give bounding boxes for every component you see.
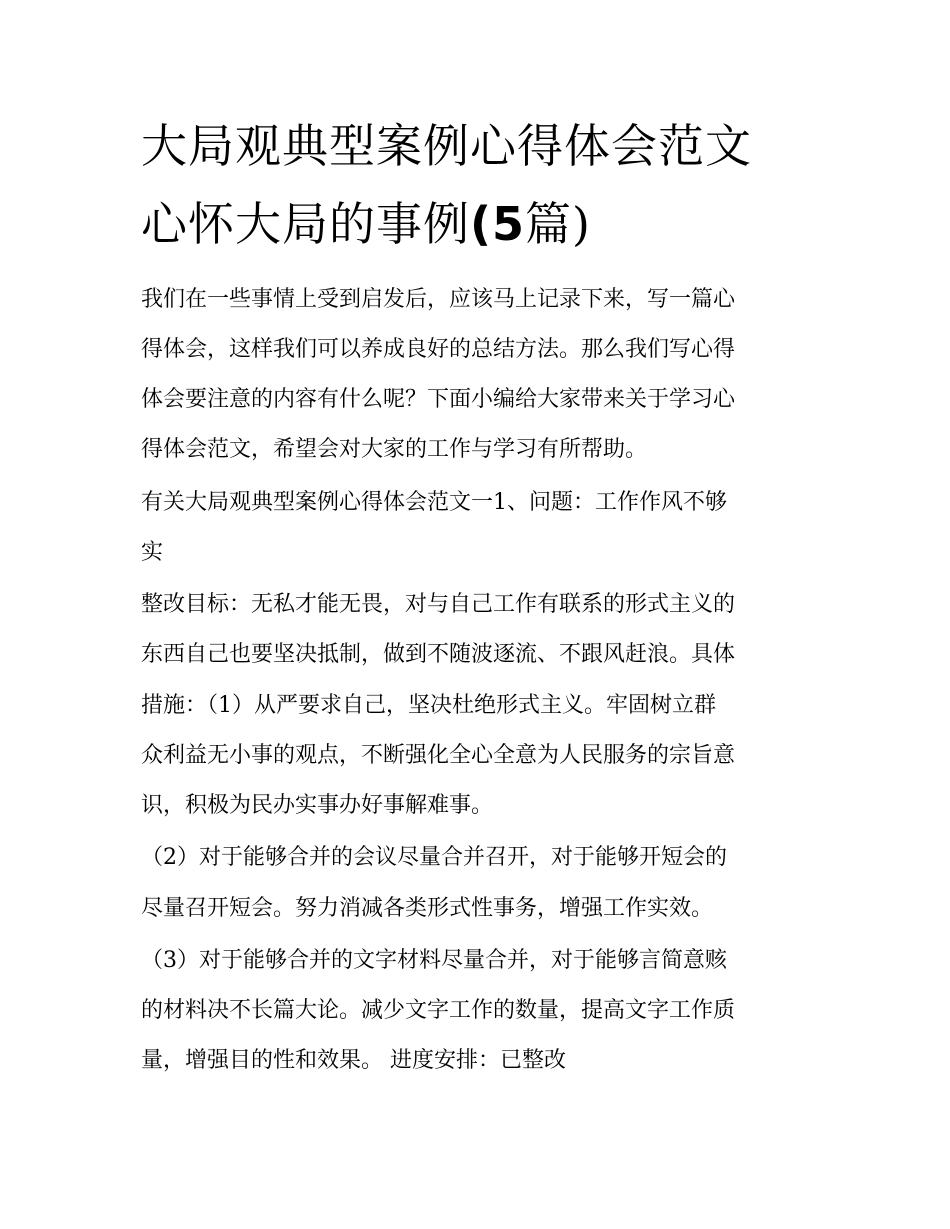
- text-line: 得体会范文，希望会对大家的工作与学习有所帮助。: [141, 437, 648, 462]
- title-suffix: 篇): [525, 197, 591, 251]
- title-text: 心怀大局的事例: [141, 197, 470, 251]
- title-count: (5: [470, 197, 526, 251]
- document-title-line-2: [141, 185, 841, 263]
- text-line: 识，积极为民办实事办好事解难事。: [141, 793, 494, 818]
- text-line: 有关大局观典型案例心得体会范文一1、问题：工作作风不够: [141, 490, 727, 515]
- text-line: 整改目标：无私才能无畏，对与自己工作有联系的形式主义的: [141, 592, 736, 617]
- text-line: 众利益无小事的观点，不断强化全心全意为人民服务的宗旨意: [141, 743, 736, 768]
- text-line: （2）对于能够合并的会议尽量合并召开，对于能够开短会的: [141, 845, 727, 870]
- document-title-line-1: 大局观典型案例心得体会范文: [141, 119, 752, 173]
- text-line: 我们在一些事情上受到启发后，应该马上记录下来，写一篇心: [141, 287, 736, 312]
- text-line: 措施：（1）从严要求自己，坚决杜绝形式主义。牢固树立群: [141, 693, 716, 718]
- text-line: 实: [141, 540, 164, 565]
- text-line: 体会要注意的内容有什么呢？下面小编给大家带来关于学习心: [141, 387, 736, 412]
- text-line: 东西自己也要坚决抵制，做到不随波逐流、不跟风赶浪。具体: [141, 642, 736, 667]
- text-line: 尽量召开短会。努力消减各类形式性事务，增强工作实效。: [141, 896, 714, 921]
- text-line: （3）对于能够合并的文字材料尽量合并，对于能够言简意赅: [141, 948, 727, 973]
- text-line: 量，增强目的性和效果。 进度安排：已整改: [141, 1048, 566, 1073]
- text-line: 得体会，这样我们可以养成良好的总结方法。那么我们写心得: [141, 337, 736, 362]
- text-line: 的材料决不长篇大论。减少文字工作的数量，提高文字工作质: [141, 998, 736, 1023]
